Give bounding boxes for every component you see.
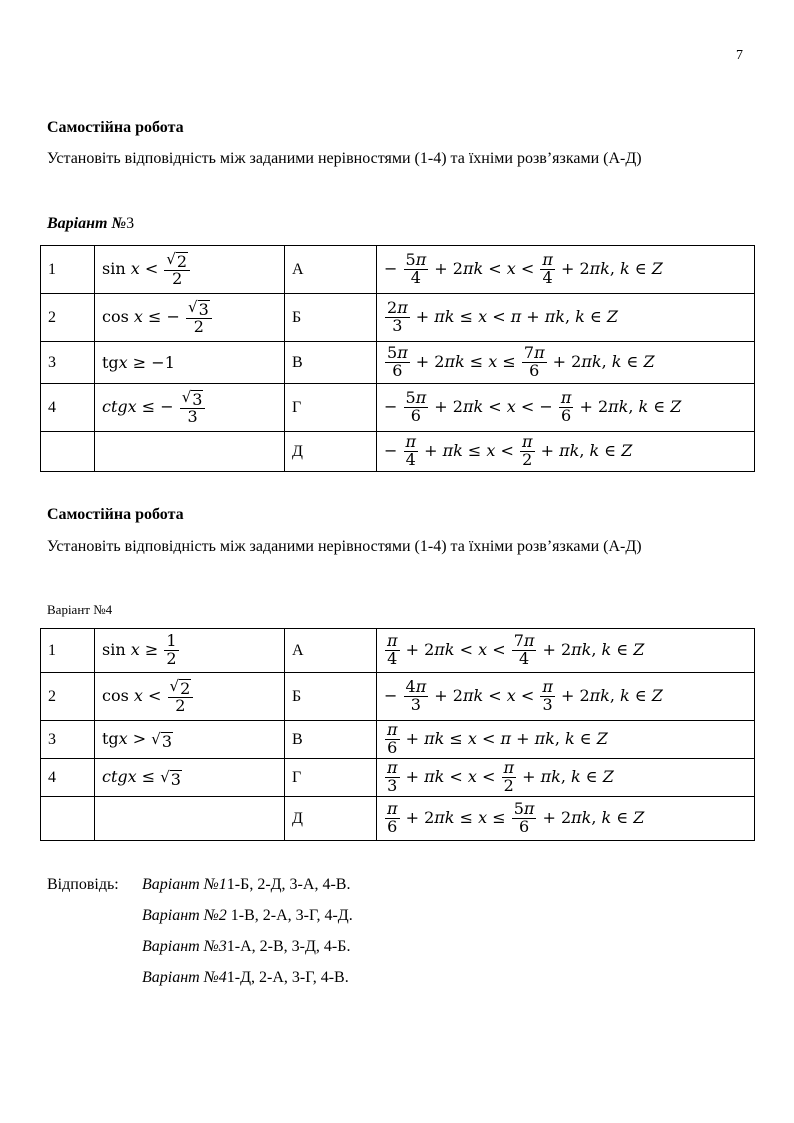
instruction-2: Установіть відповідність між заданими нерівностями (1-4) та їхніми розв’язками (А-Д) [47, 538, 642, 555]
answer-text: 1-Б, 2-Д, 3-А, 4-В. [226, 876, 351, 893]
table-row [41, 759, 755, 797]
inequality: ctgx ≤ √ 3 [95, 759, 285, 797]
table-row [41, 294, 755, 342]
answer-letter: Г [285, 759, 377, 797]
answer-letter: Б [285, 673, 377, 721]
inequality: sin x ≥ $\frac{1}{2}$ [95, 629, 285, 673]
solution: $\frac{\pi}{6}$ + 2πk ≤ x ≤ $\frac{5\pi}{6}$ + 2πk, k ∈ Z [377, 797, 755, 841]
answer-line [142, 907, 353, 925]
page-number: 7 [736, 48, 743, 63]
solution: − $\frac{5\pi}{4}$ + 2πk < x < $\frac{\pi}{4}$ + 2πk, k ∈ Z [377, 246, 755, 294]
row-number: 3 [41, 342, 95, 384]
solution: $\frac{5\pi}{6}$ + 2πk ≤ x ≤ $\frac{7\pi}{6}$ + 2πk, k ∈ Z [377, 342, 755, 384]
row-number [41, 797, 95, 841]
table-row [41, 797, 755, 841]
inequality: ctgx ≤ − √ 3 3 [95, 384, 285, 432]
answer-letter: Г [285, 384, 377, 432]
solution: − $\frac{5\pi}{6}$ + 2πk < x < − $\frac{\pi}{6}$ + 2πk, k ∈ Z [377, 384, 755, 432]
row-number: 2 [41, 673, 95, 721]
solution: − $\frac{\pi}{4}$ + πk ≤ x < $\frac{\pi}{2}$ + πk, k ∈ Z [377, 432, 755, 472]
answer-variant: Варіант №1 [142, 876, 227, 893]
variant-4-table [40, 628, 755, 841]
answer-letter: А [285, 629, 377, 673]
answer-letter: В [285, 342, 377, 384]
table-row [41, 721, 755, 759]
section-heading-1: Самостійна робота [47, 119, 184, 136]
row-number: 4 [41, 759, 95, 797]
table-row [41, 342, 755, 384]
inequality [95, 797, 285, 841]
answer-text: 1-А, 2-В, 3-Д, 4-Б. [226, 938, 351, 955]
row-number: 2 [41, 294, 95, 342]
variant-3-table [40, 245, 755, 472]
table-row [41, 246, 755, 294]
answer-text: 1-Д, 2-А, 3-Г, 4-В. [226, 969, 349, 986]
inequality: tgx ≥ −1 [95, 342, 285, 384]
inequality: cos x ≤ − √ 3 2 [95, 294, 285, 342]
row-number: 3 [41, 721, 95, 759]
inequality: tgx > √ 3 [95, 721, 285, 759]
solution: − $\frac{4\pi}{3}$ + 2πk < x < $\frac{\pi}{3}$ + 2πk, k ∈ Z [377, 673, 755, 721]
table-row [41, 673, 755, 721]
variant-4-label: Варіант №4 [47, 602, 113, 617]
answer-line [142, 938, 350, 956]
section-heading-2: Самостійна робота [47, 506, 184, 523]
row-number: 4 [41, 384, 95, 432]
answer-letter: Д [285, 797, 377, 841]
solution: $\frac{\pi}{4}$ + 2πk < x < $\frac{7\pi}{4}$ + 2πk, k ∈ Z [377, 629, 755, 673]
answers-intro: Відповідь: [47, 876, 119, 893]
solution: $\frac{\pi}{3}$ + πk < x < $\frac{\pi}{2}$ + πk, k ∈ Z [377, 759, 755, 797]
answers-block [47, 876, 119, 894]
answer-variant: Варіант №2 [142, 907, 227, 924]
inequality: sin x < √ 2 2 [95, 246, 285, 294]
answer-text: 1-В, 2-А, 3-Г, 4-Д. [226, 907, 353, 924]
row-number: 1 [41, 246, 95, 294]
answer-line [142, 876, 350, 894]
inequality: cos x < √ 2 2 [95, 673, 285, 721]
answer-line [142, 969, 349, 987]
answer-letter: Б [285, 294, 377, 342]
answer-letter: Д [285, 432, 377, 472]
answer-variant: Варіант №4 [142, 969, 227, 986]
row-number: 1 [41, 629, 95, 673]
table-row [41, 629, 755, 673]
solution: $\frac{2\pi}{3}$ + πk ≤ x < π + πk, k ∈ Z [377, 294, 755, 342]
solution: $\frac{\pi}{6}$ + πk ≤ x < π + πk, k ∈ Z [377, 721, 755, 759]
instruction-1: Установіть відповідність між заданими нерівностями (1-4) та їхніми розв’язками (А-Д) [47, 150, 642, 167]
table-row [41, 384, 755, 432]
inequality [95, 432, 285, 472]
table-row [41, 432, 755, 472]
variant-3-label: Варіант №3 [47, 215, 135, 232]
answer-variant: Варіант №3 [142, 938, 227, 955]
row-number [41, 432, 95, 472]
answer-letter: А [285, 246, 377, 294]
answer-letter: В [285, 721, 377, 759]
